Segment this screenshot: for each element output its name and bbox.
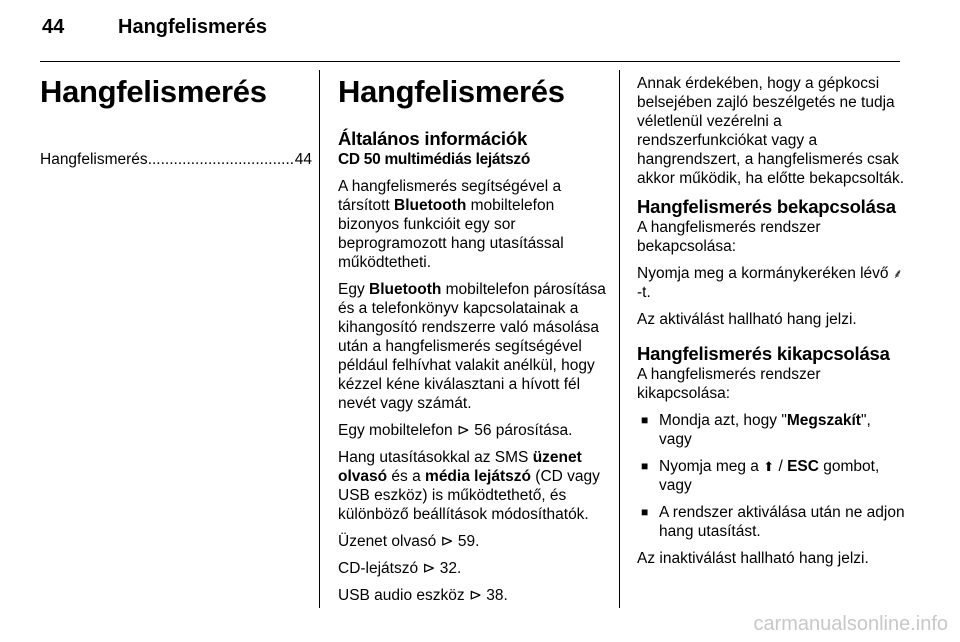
paragraph-4: Hang utasításokkal az SMS üzenet olvasó és a média lejátszó (CD vagy USB eszköz) is működtethető, és különböző beállítások módosíthatók. <box>338 449 600 523</box>
xref-usb-audio[interactable]: USB audio eszköz ⊳ 38. <box>338 587 508 604</box>
column-divider-1 <box>319 70 320 608</box>
deactivation-list <box>637 411 905 541</box>
page-number: 44 <box>42 16 65 38</box>
paragraph-2: Egy Bluetooth mobiltelefon párosítása és a telefonkönyv kapcsolatainak a kihangosító rendszerre való másolása után a hangfelismerés segítségével például felhívhat valakit anélkül, hogy kézzel kéne kiválasztani a hívott fél nevét vagy számát. <box>338 281 606 412</box>
xref-message-reader[interactable]: Üzenet olvasó ⊳ 59. <box>338 533 480 550</box>
xref-arrow-icon: ⊳ <box>468 587 482 604</box>
activation-text-2: Nyomja meg a kormánykeréken lévő ⸙-t. <box>637 265 903 301</box>
main-column <box>338 74 610 613</box>
header-title: Hangfelismerés <box>118 16 267 38</box>
section-heading: Általános információk <box>338 128 528 149</box>
toc-entry[interactable] <box>40 150 312 169</box>
header-rule <box>40 61 900 62</box>
deactivation-heading: Hangfelismerés kikapcsolása <box>637 343 890 364</box>
list-item: ■ Nyomja meg a ⬆ / ESC gombot, vagy <box>637 457 905 495</box>
toc-column <box>40 74 312 169</box>
xref-arrow-icon: ⊳ <box>456 422 470 439</box>
subsection-heading: CD 50 multimédiás lejátszó <box>338 151 531 168</box>
watermark: carmanualsonline.info <box>753 613 948 635</box>
list-item: ■ Mondja azt, hogy "Megszakít", vagy <box>637 411 905 449</box>
xref-arrow-icon: ⊳ <box>422 560 436 577</box>
deactivation-text-2: Az inaktiválást hallható hang jelzi. <box>637 550 869 567</box>
chapter-title: Hangfelismerés <box>338 74 565 109</box>
end-call-icon: ⬆ <box>763 459 775 474</box>
deactivation-text-1: A hangfelismerés rendszer kikapcsolása: <box>637 366 821 402</box>
right-column <box>637 74 905 576</box>
activation-text-3: Az aktiválást hallható hang jelzi. <box>637 311 857 328</box>
voice-command-icon: ⸙ <box>892 266 903 281</box>
toc-title: Hangfelismerés <box>40 74 267 109</box>
toc-entry-label: Hangfelismerés <box>40 151 148 168</box>
column-divider-2 <box>619 70 620 608</box>
xref-pairing[interactable]: Egy mobiltelefon ⊳ 56 párosítása. <box>338 422 573 439</box>
xref-arrow-icon: ⊳ <box>440 533 454 550</box>
list-item: ■ A rendszer aktiválása után ne adjon hang utasítást. <box>637 503 905 541</box>
toc-leader-dots <box>148 150 295 169</box>
paragraph-1: A hangfelismerés segítségével a társított Bluetooth mobiltelefon bizonyos funkcióit egy sor beprogramozott hang utasítással működtetheti. <box>338 178 564 271</box>
intro-paragraph: Annak érdekében, hogy a gépkocsi belsejében zajló beszélgetés ne tudja véletlenül vezérelni a rendszerfunkciókat vagy a hangrendszert, a hangfelismerés csak akkor működik, ha előtte bekapcsolták. <box>637 75 905 187</box>
xref-cd-player[interactable]: CD-lejátszó ⊳ 32. <box>338 560 462 577</box>
activation-heading: Hangfelismerés bekapcsolása <box>637 196 896 217</box>
activation-text-1: A hangfelismerés rendszer bekapcsolása: <box>637 219 821 255</box>
toc-entry-page: 44 <box>294 151 312 168</box>
